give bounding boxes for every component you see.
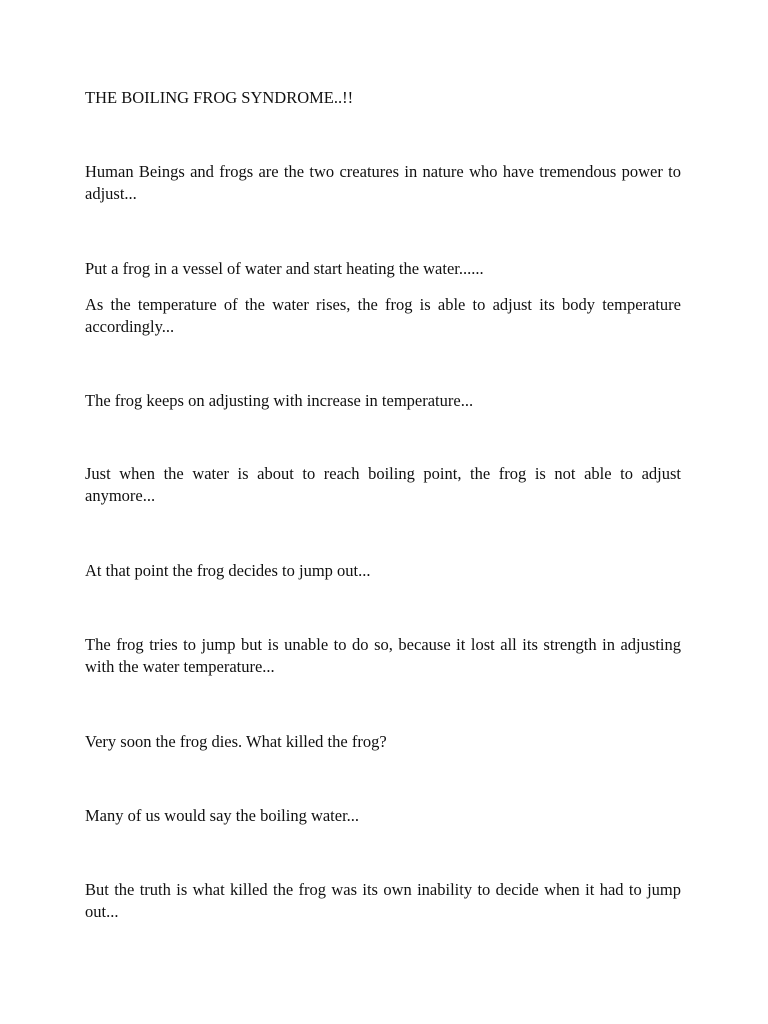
paragraph-boiling-water: Many of us would say the boiling water... bbox=[85, 806, 360, 825]
paragraph-frog-dies: Very soon the frog dies. What killed the frog? bbox=[85, 732, 387, 751]
paragraph-decides-to-jump: At that point the frog decides to jump out... bbox=[85, 561, 371, 580]
paragraph-unable-to-jump: The frog tries to jump but is unable to do so, because it lost all its strength in adjusting with the water temperature... bbox=[85, 635, 681, 676]
paragraph-heating-water: Put a frog in a vessel of water and start heating the water...... bbox=[85, 259, 484, 278]
paragraph-boiling-point: Just when the water is about to reach boiling point, the frog is not able to adjust anymore... bbox=[85, 464, 681, 505]
paragraph-temperature-rises: As the temperature of the water rises, the frog is able to adjust its body temperature accordingly... bbox=[85, 295, 681, 336]
paragraph-adjust-power: Human Beings and frogs are the two creatures in nature who have tremendous power to adjust... bbox=[85, 162, 681, 203]
paragraph-truth: But the truth is what killed the frog was its own inability to decide when it had to jump out... bbox=[85, 880, 681, 921]
paragraph-keeps-adjusting: The frog keeps on adjusting with increase in temperature... bbox=[85, 391, 474, 410]
document-title: THE BOILING FROG SYNDROME..!! bbox=[85, 88, 354, 107]
